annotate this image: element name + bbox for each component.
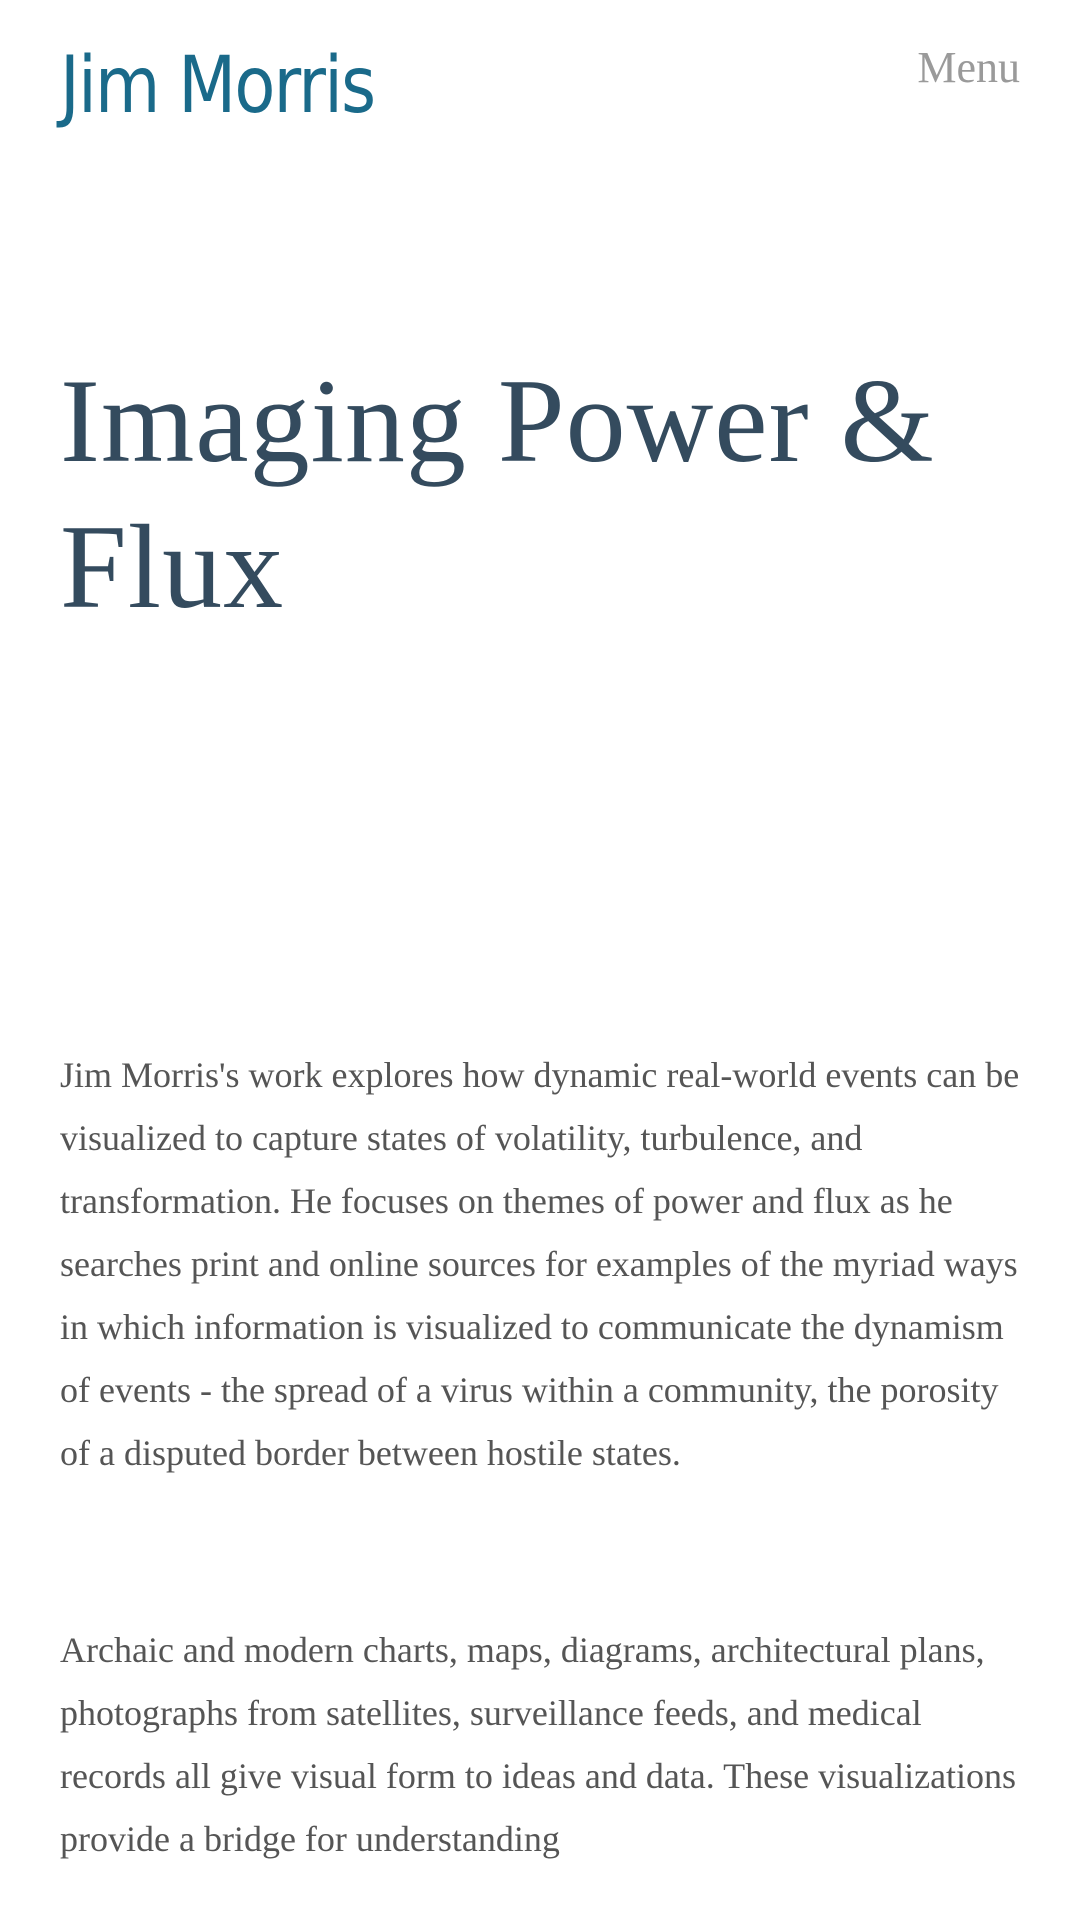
site-title-link[interactable]: Jim Morris <box>60 41 375 131</box>
body-paragraph-2: Archaic and modern charts, maps, diagrams, architectural plans, photographs from satellites, surveillance feeds, and medical records all give visual form to ideas and data. These visualizations provide a bridge for understanding <box>60 1630 1017 1859</box>
site-header <box>0 0 1080 160</box>
menu-button[interactable]: Menu <box>917 43 1020 92</box>
body-paragraph-1: Jim Morris's work explores how dynamic real-world events can be visualized to capture states of volatility, turbulence, and transformation. He focuses on themes of power and flux as he searches print and online sources for examples of the myriad ways in which information is visualized to communicate the dynamism of events - the spread of a virus within a community, the porosity of a disputed border between hostile states. <box>60 1055 1020 1473</box>
page-title: Imaging Power & Flux <box>60 354 935 633</box>
article-body <box>60 1044 1030 1871</box>
